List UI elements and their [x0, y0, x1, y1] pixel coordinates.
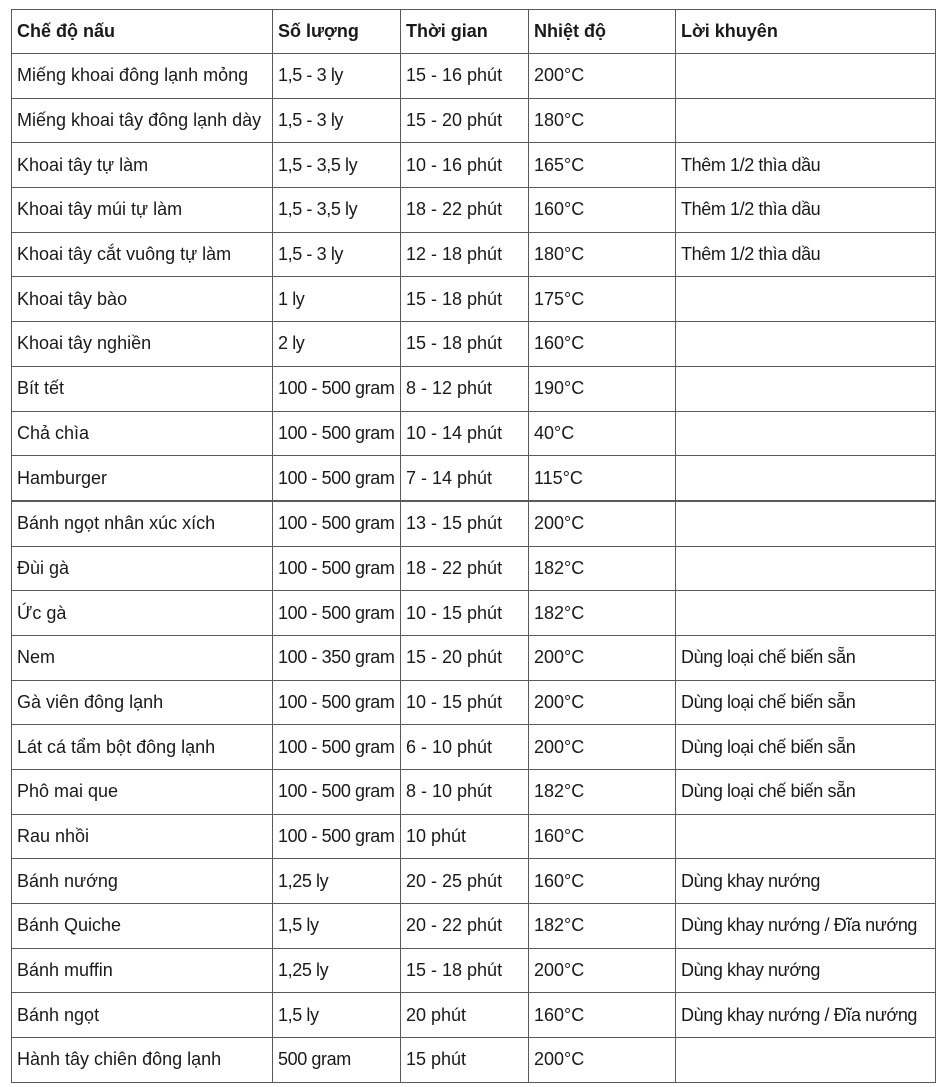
cell-time: 10 phút — [401, 814, 529, 859]
cell-temperature: 180°C — [529, 98, 676, 143]
cell-temperature: 200°C — [529, 501, 676, 546]
table-row — [12, 98, 936, 143]
cell-time: 12 - 18 phút — [401, 232, 529, 277]
cell-time: 18 - 22 phút — [401, 188, 529, 233]
table-row — [12, 54, 936, 99]
cell-time: 20 phút — [401, 993, 529, 1038]
cell-cooking-mode: Bánh Quiche — [12, 904, 273, 949]
cell-temperature: 180°C — [529, 232, 676, 277]
cell-quantity: 100 - 500 gram — [273, 411, 401, 456]
cell-cooking-mode: Khoai tây bào — [12, 277, 273, 322]
cell-time: 8 - 12 phút — [401, 366, 529, 411]
cell-time: 7 - 14 phút — [401, 456, 529, 501]
cell-time: 15 - 20 phút — [401, 98, 529, 143]
cell-time: 15 - 20 phút — [401, 635, 529, 680]
cell-time: 15 - 18 phút — [401, 948, 529, 993]
cell-temperature: 182°C — [529, 904, 676, 949]
header-row — [12, 10, 936, 54]
cell-advice — [676, 54, 936, 99]
cell-cooking-mode: Miếng khoai đông lạnh mỏng — [12, 54, 273, 99]
cell-quantity: 1,25 ly — [273, 859, 401, 904]
cell-advice — [676, 277, 936, 322]
cell-quantity: 100 - 500 gram — [273, 725, 401, 770]
cell-temperature: 182°C — [529, 546, 676, 591]
cell-temperature: 40°C — [529, 411, 676, 456]
cell-quantity: 100 - 500 gram — [273, 546, 401, 591]
cell-cooking-mode: Bít tết — [12, 366, 273, 411]
cell-temperature: 200°C — [529, 54, 676, 99]
cell-advice: Dùng khay nướng / Đĩa nướng — [676, 993, 936, 1038]
cell-advice — [676, 591, 936, 636]
cell-cooking-mode: Gà viên đông lạnh — [12, 680, 273, 725]
cell-temperature: 165°C — [529, 143, 676, 188]
cell-time: 10 - 15 phút — [401, 680, 529, 725]
cell-temperature: 175°C — [529, 277, 676, 322]
table-row — [12, 1038, 936, 1083]
table-row — [12, 188, 936, 233]
cell-cooking-mode: Đùi gà — [12, 546, 273, 591]
table-row — [12, 814, 936, 859]
cell-cooking-mode: Khoai tây cắt vuông tự làm — [12, 232, 273, 277]
cooking-guide-sheet — [11, 9, 935, 1083]
cell-advice: Thêm 1/2 thìa dầu — [676, 188, 936, 233]
cell-advice — [676, 322, 936, 367]
cell-cooking-mode: Hành tây chiên đông lạnh — [12, 1038, 273, 1083]
cell-cooking-mode: Bánh ngọt — [12, 993, 273, 1038]
cell-cooking-mode: Khoai tây múi tự làm — [12, 188, 273, 233]
cell-cooking-mode: Bánh ngọt nhân xúc xích — [12, 501, 273, 546]
cell-quantity: 2 ly — [273, 322, 401, 367]
cell-time: 15 - 16 phút — [401, 54, 529, 99]
table-row — [12, 411, 936, 456]
cell-quantity: 1,5 ly — [273, 904, 401, 949]
cell-quantity: 500 gram — [273, 1038, 401, 1083]
cell-temperature: 160°C — [529, 814, 676, 859]
cell-advice — [676, 456, 936, 501]
cell-quantity: 100 - 500 gram — [273, 680, 401, 725]
table-row — [12, 770, 936, 815]
table-row — [12, 501, 936, 546]
header-time: Thời gian — [401, 10, 529, 54]
cell-quantity: 1,5 ly — [273, 993, 401, 1038]
cell-time: 10 - 14 phút — [401, 411, 529, 456]
header-temperature: Nhiệt độ — [529, 10, 676, 54]
cell-quantity: 1,5 - 3,5 ly — [273, 188, 401, 233]
cell-cooking-mode: Miếng khoai tây đông lạnh dày — [12, 98, 273, 143]
cell-time: 10 - 16 phút — [401, 143, 529, 188]
table-row — [12, 859, 936, 904]
cell-advice — [676, 814, 936, 859]
cell-temperature: 200°C — [529, 635, 676, 680]
table-row — [12, 277, 936, 322]
cell-temperature: 200°C — [529, 680, 676, 725]
cell-cooking-mode: Ức gà — [12, 591, 273, 636]
cell-time: 6 - 10 phút — [401, 725, 529, 770]
cell-temperature: 182°C — [529, 591, 676, 636]
cell-cooking-mode: Phô mai que — [12, 770, 273, 815]
cell-time: 20 - 25 phút — [401, 859, 529, 904]
cell-temperature: 200°C — [529, 948, 676, 993]
cell-advice — [676, 98, 936, 143]
cooking-table — [11, 9, 936, 1083]
cell-temperature: 115°C — [529, 456, 676, 501]
table-row — [12, 232, 936, 277]
header-quantity: Số lượng — [273, 10, 401, 54]
table-row — [12, 591, 936, 636]
table-row — [12, 948, 936, 993]
cell-quantity: 100 - 350 gram — [273, 635, 401, 680]
cell-advice: Dùng loại chế biến sẵn — [676, 770, 936, 815]
cell-cooking-mode: Khoai tây tự làm — [12, 143, 273, 188]
table-row — [12, 366, 936, 411]
cell-quantity: 1,5 - 3 ly — [273, 54, 401, 99]
table-row — [12, 635, 936, 680]
cell-advice — [676, 1038, 936, 1083]
cell-advice: Thêm 1/2 thìa dầu — [676, 143, 936, 188]
cell-quantity: 100 - 500 gram — [273, 591, 401, 636]
cell-quantity: 1,25 ly — [273, 948, 401, 993]
cell-advice: Dùng loại chế biến sẵn — [676, 725, 936, 770]
table-row — [12, 143, 936, 188]
cell-advice — [676, 366, 936, 411]
cell-advice: Dùng khay nướng / Đĩa nướng — [676, 904, 936, 949]
cell-quantity: 1 ly — [273, 277, 401, 322]
cell-time: 13 - 15 phút — [401, 501, 529, 546]
cell-advice — [676, 546, 936, 591]
cell-time: 20 - 22 phút — [401, 904, 529, 949]
cell-advice: Dùng khay nướng — [676, 859, 936, 904]
table-row — [12, 904, 936, 949]
cell-temperature: 200°C — [529, 1038, 676, 1083]
table-body — [12, 54, 936, 1083]
cell-advice — [676, 501, 936, 546]
table-row — [12, 546, 936, 591]
cell-quantity: 100 - 500 gram — [273, 456, 401, 501]
cell-temperature: 160°C — [529, 993, 676, 1038]
cell-temperature: 160°C — [529, 188, 676, 233]
cell-temperature: 160°C — [529, 859, 676, 904]
cell-time: 15 - 18 phút — [401, 322, 529, 367]
cell-time: 15 - 18 phút — [401, 277, 529, 322]
cell-temperature: 200°C — [529, 725, 676, 770]
cell-advice: Dùng loại chế biến sẵn — [676, 635, 936, 680]
cell-quantity: 100 - 500 gram — [273, 814, 401, 859]
cell-quantity: 100 - 500 gram — [273, 770, 401, 815]
cell-advice: Thêm 1/2 thìa dầu — [676, 232, 936, 277]
cell-quantity: 1,5 - 3 ly — [273, 98, 401, 143]
cell-quantity: 1,5 - 3,5 ly — [273, 143, 401, 188]
cell-advice: Dùng loại chế biến sẵn — [676, 680, 936, 725]
cell-temperature: 190°C — [529, 366, 676, 411]
cell-cooking-mode: Hamburger — [12, 456, 273, 501]
cell-advice: Dùng khay nướng — [676, 948, 936, 993]
table-row — [12, 725, 936, 770]
cell-cooking-mode: Rau nhồi — [12, 814, 273, 859]
cell-advice — [676, 411, 936, 456]
header-advice: Lời khuyên — [676, 10, 936, 54]
table-row — [12, 680, 936, 725]
cell-cooking-mode: Nem — [12, 635, 273, 680]
table-row — [12, 322, 936, 367]
cell-temperature: 182°C — [529, 770, 676, 815]
cell-cooking-mode: Khoai tây nghiền — [12, 322, 273, 367]
cell-cooking-mode: Lát cá tẩm bột đông lạnh — [12, 725, 273, 770]
table-row — [12, 456, 936, 501]
cell-cooking-mode: Bánh muffin — [12, 948, 273, 993]
cell-temperature: 160°C — [529, 322, 676, 367]
cell-quantity: 100 - 500 gram — [273, 501, 401, 546]
cell-cooking-mode: Chả chìa — [12, 411, 273, 456]
cell-time: 15 phút — [401, 1038, 529, 1083]
cell-quantity: 1,5 - 3 ly — [273, 232, 401, 277]
table-header — [12, 10, 936, 54]
cell-time: 10 - 15 phút — [401, 591, 529, 636]
cell-quantity: 100 - 500 gram — [273, 366, 401, 411]
cell-cooking-mode: Bánh nướng — [12, 859, 273, 904]
cell-time: 18 - 22 phút — [401, 546, 529, 591]
table-row — [12, 993, 936, 1038]
cell-time: 8 - 10 phút — [401, 770, 529, 815]
header-cooking-mode: Chế độ nấu — [12, 10, 273, 54]
